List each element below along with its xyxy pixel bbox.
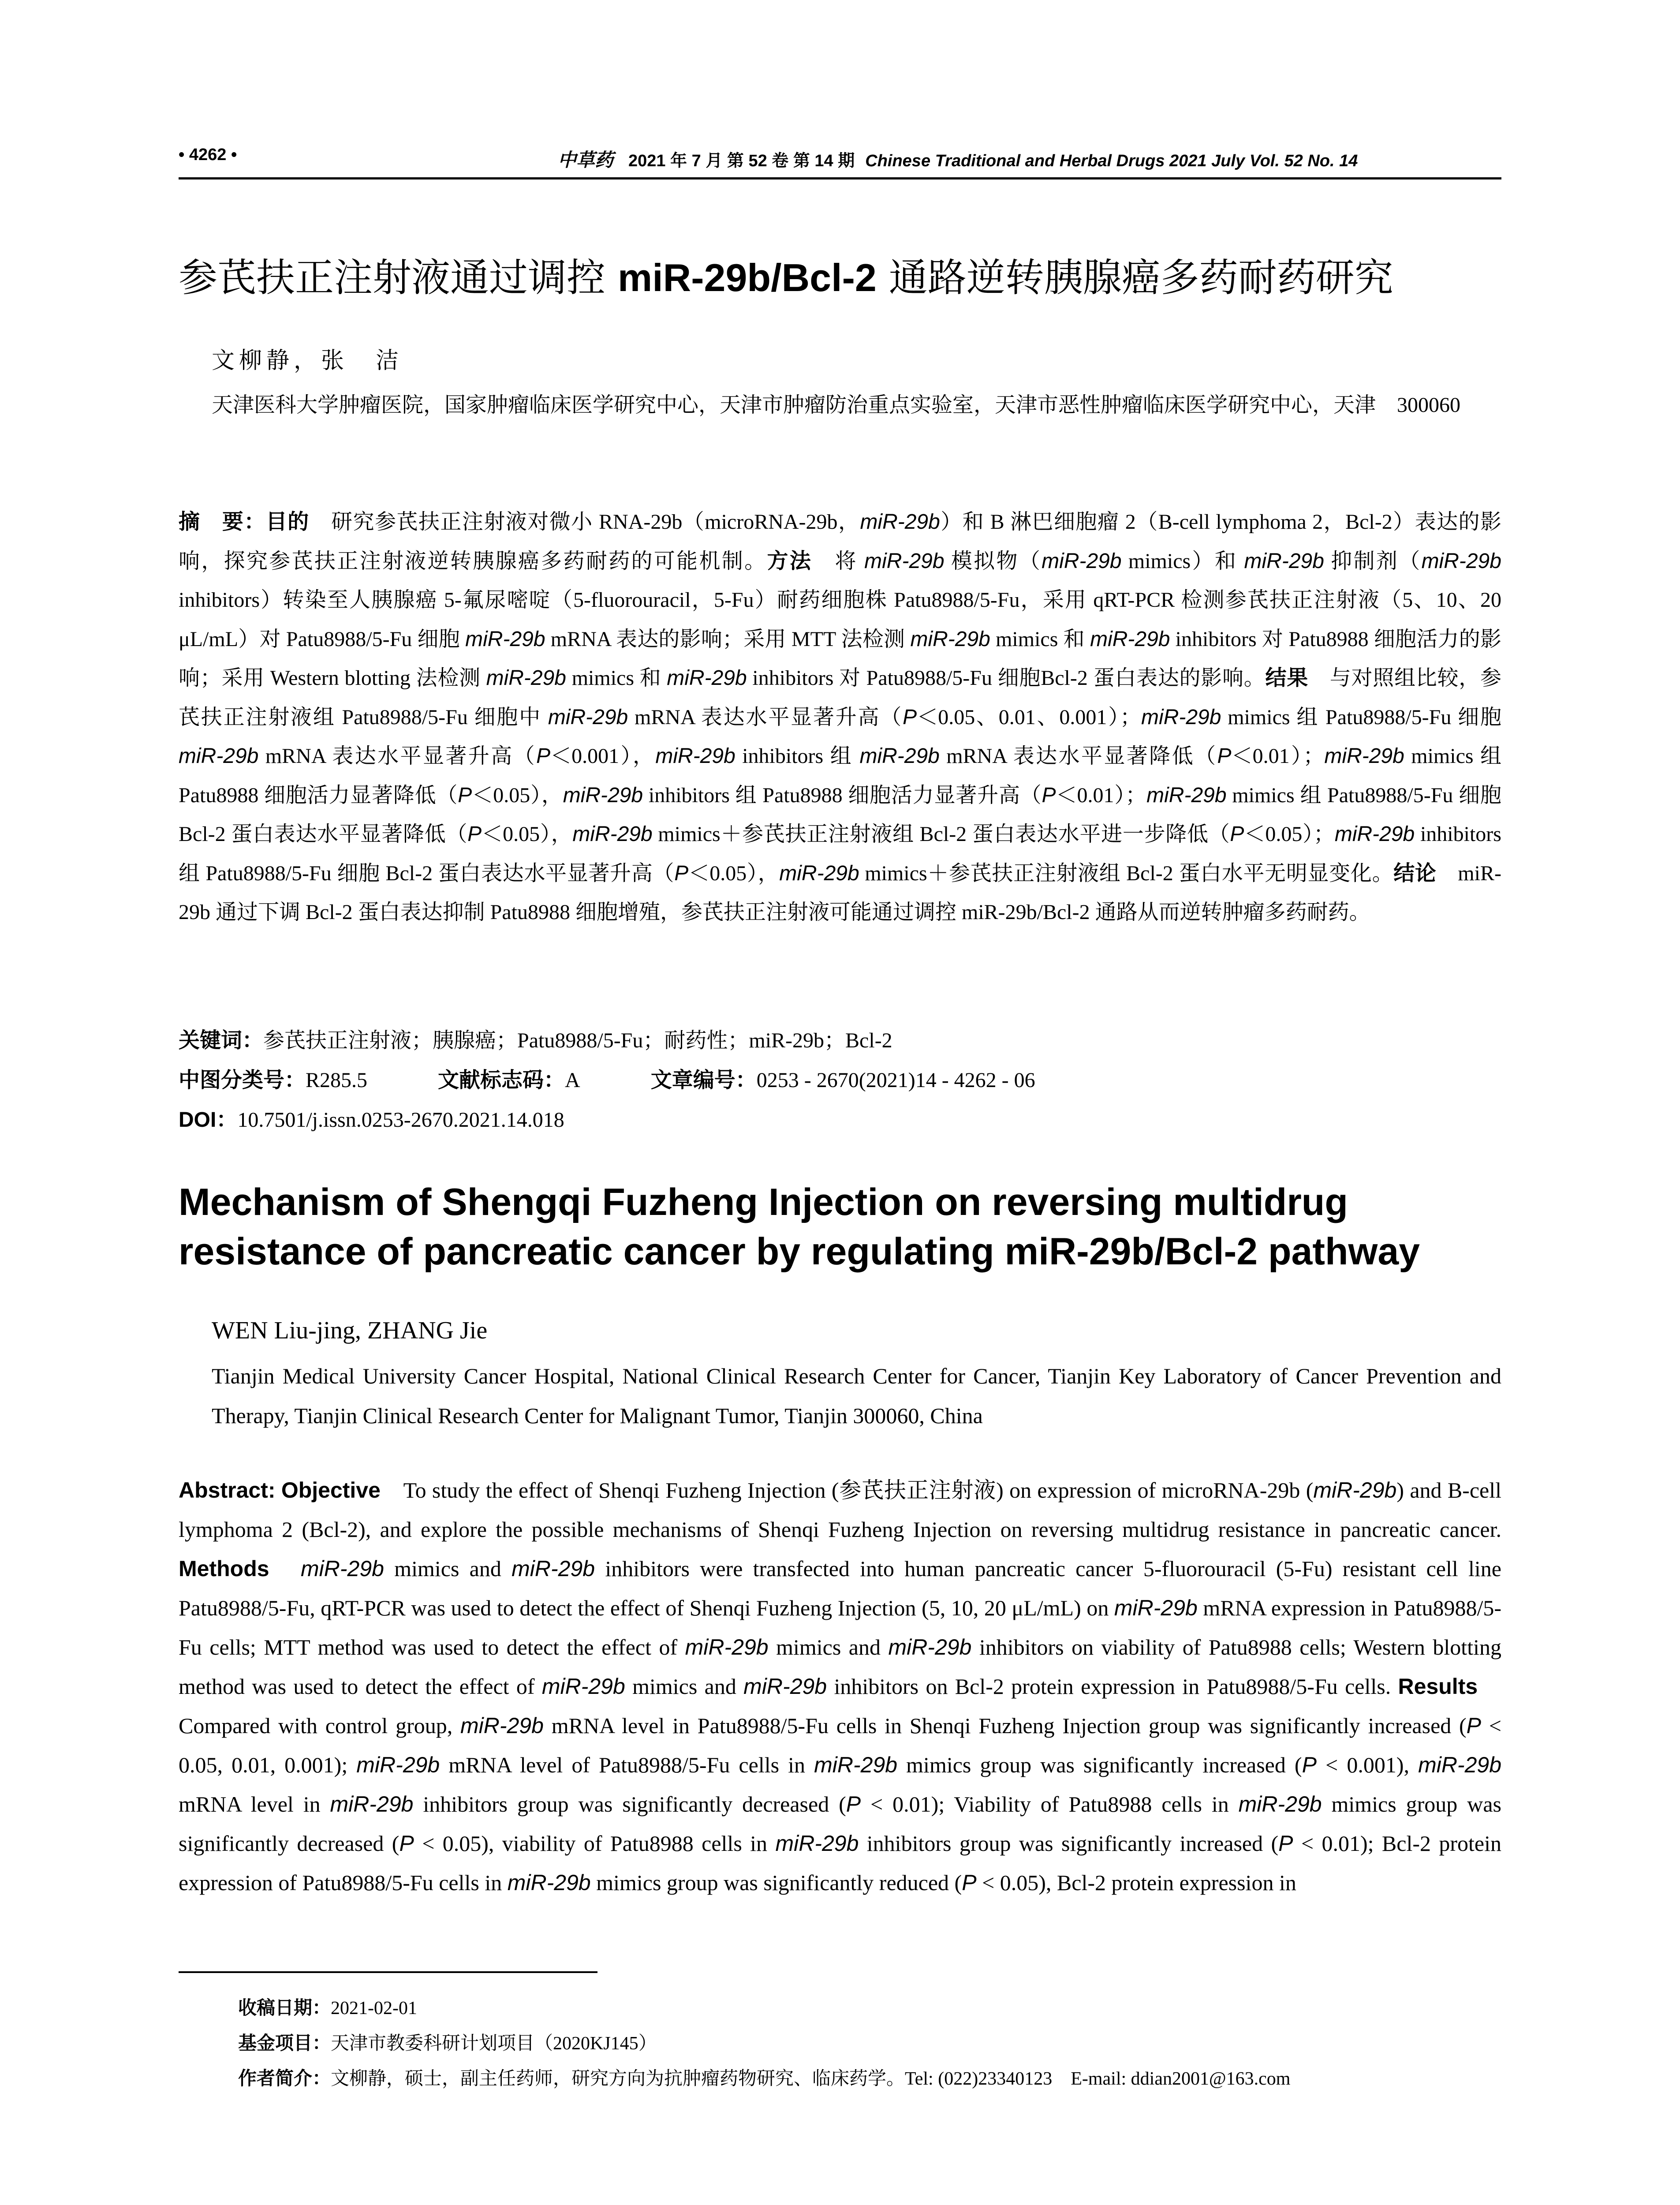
en-authors: WEN Liu-jing, ZHANG Jie	[212, 1317, 488, 1344]
footnote-fund: 基金项目：天津市教委科研计划项目（2020KJ145）	[238, 2033, 657, 2054]
journal-logo: 中草药	[558, 149, 614, 171]
page-number: • 4262 •	[179, 146, 237, 164]
cn-results-label: 结果	[1265, 666, 1309, 690]
cn-conclusion-label: 结论	[1393, 861, 1437, 885]
en-title: Mechanism of Shengqi Fuzheng Injection on reversing multidrug resistance of pancreatic cancer by regulating miR-29b/Bcl-2 pathway	[179, 1181, 1420, 1273]
running-header	[179, 146, 1501, 176]
footnote-rule	[179, 1971, 597, 1973]
journal-issue-line	[558, 146, 1358, 172]
header-rule	[179, 177, 1501, 179]
en-results-label: Results	[1398, 1674, 1478, 1699]
en-abstract: Abstract: Objective To study the effect of Shenqi Fuzheng Injection (参芪扶正注射液) on expression of microRNA-29b (miR-29b) and B-cell lymphoma 2 (Bcl-2), and explore the possible mechanisms of Shenqi Fuzheng Injection on reversing multidrug resistance in pancreatic cancer. Methods miR-29b mimics and miR-29b inhibitors were transfected into human pancreatic cancer 5-fluorouracil (5-Fu) resistant cell line Patu8988/5-Fu, qRT-PCR was used to detect the effect of Shenqi Fuzheng Injection (5, 10, 20 μL/mL) on miR-29b mRNA expression in Patu8988/5-Fu cells; MTT method was used to detect the effect of miR-29b mimics and miR-29b inhibitors on viability of Patu8988 cells; Western blotting method was used to detect the effect of miR-29b mimics and miR-29b inhibitors on Bcl-2 protein expression in Patu8988/5-Fu cells. Results Compared with control group, miR-29b mRNA level in Patu8988/5-Fu cells in Shenqi Fuzheng Injection group was significantly increased (P < 0.05, 0.01, 0.001); miR-29b mRNA level of Patu8988/5-Fu cells in miR-29b mimics group was significantly increased (P < 0.001), miR-29b mRNA level in miR-29b inhibitors group was significantly decreased (P < 0.01); Viability of Patu8988 cells in miR-29b mimics group was significantly decreased (P < 0.05), viability of Patu8988 cells in miR-29b inhibitors group was significantly increased (P < 0.01); Bcl-2 protein expression of Patu8988/5-Fu cells in miR-29b mimics group was significantly reduced (P < 0.05), Bcl-2 protein expression in	[179, 1478, 1502, 1895]
issue-cn: 2021 年 7 月 第 52 卷 第 14 期	[628, 152, 855, 170]
cn-objective-label: 目的	[265, 510, 310, 534]
cn-keywords: 关键词：参芪扶正注射液；胰腺癌；Patu8988/5-Fu；耐药性；miR-29b；Bcl-2	[179, 1029, 892, 1052]
footnote-author: 作者简介：文柳静，硕士，副主任药师，研究方向为抗肿瘤药物研究、临床药学。Tel: (022)23340123 E-mail: ddian2001@163.com	[238, 2068, 1291, 2089]
cn-classification: 中图分类号：R285.5 文献标志码：A 文章编号：0253 - 2670(2021)14 - 4262 - 06	[179, 1069, 1035, 1092]
en-abstract-label: Abstract:	[179, 1478, 276, 1502]
cn-title: 参芪扶正注射液通过调控 miR-29b/Bcl-2 通路逆转胰腺癌多药耐药研究	[179, 255, 1393, 300]
footnote-received: 收稿日期：2021-02-01	[238, 1997, 417, 2018]
cn-affiliation: 天津医科大学肿瘤医院，国家肿瘤临床医学研究中心，天津市肿瘤防治重点实验室，天津市恶性肿瘤临床医学研究中心，天津 300060	[212, 393, 1461, 417]
cn-authors: 文柳静，张 洁	[212, 348, 403, 374]
cn-abstract-label: 摘 要：	[179, 510, 266, 534]
issue-en: Chinese Traditional and Herbal Drugs 2021 July Vol. 52 No. 14	[865, 152, 1358, 170]
en-objective-label: Objective	[281, 1478, 381, 1502]
en-affiliation: Tianjin Medical University Cancer Hospital, National Clinical Research Center for Cancer, Tianjin Key Laboratory of Cancer Prevention and Therapy, Tianjin Clinical Research Center for Malignant Tumor, Tianjin 300060, China	[212, 1364, 1501, 1428]
en-methods-label: Methods	[179, 1556, 269, 1581]
cn-doi: DOI：10.7501/j.issn.0253-2670.2021.14.018	[179, 1108, 564, 1132]
cn-methods-label: 方法	[767, 549, 813, 573]
cn-abstract: 摘 要：目的 研究参芪扶正注射液对微小 RNA-29b（microRNA-29b，miR-29b）和 B 淋巴细胞瘤 2（B-cell lymphoma 2，Bcl-2）表达的影响，探究参芪扶正注射液逆转胰腺癌多药耐药的可能机制。方法 将 miR-29b 模拟物（miR-29b mimics）和 miR-29b 抑制剂（miR-29b inhibitors）转染至人胰腺癌 5-氟尿嘧啶（5-fluorouracil，5-Fu）耐药细胞株 Patu8988/5-Fu，采用 qRT-PCR 检测参芪扶正注射液（5、10、20 μL/mL）对 Patu8988/5-Fu 细胞 miR-29b mRNA 表达的影响；采用 MTT 法检测 miR-29b mimics 和 miR-29b inhibitors 对 Patu8988 细胞活力的影响；采用 Western blotting 法检测 miR-29b mimics 和 miR-29b inhibitors 对 Patu8988/5-Fu 细胞Bcl-2 蛋白表达的影响。结果 与对照组比较，参芪扶正注射液组 Patu8988/5-Fu 细胞中 miR-29b mRNA 表达水平显著升高（P＜0.05、0.01、0.001）；miR-29b mimics 组 Patu8988/5-Fu 细胞 miR-29b mRNA 表达水平显著升高（P＜0.001），miR-29b inhibitors 组 miR-29b mRNA 表达水平显著降低（P＜0.01）；miR-29b mimics 组 Patu8988 细胞活力显著降低（P＜0.05），miR-29b inhibitors 组 Patu8988 细胞活力显著升高（P＜0.01）；miR-29b mimics 组 Patu8988/5-Fu 细胞 Bcl-2 蛋白表达水平显著降低（P＜0.05），miR-29b mimics＋参芪扶正注射液组 Bcl-2 蛋白表达水平进一步降低（P＜0.05）；miR-29b inhibitors 组 Patu8988/5-Fu 细胞 Bcl-2 蛋白表达水平显著升高（P＜0.05），miR-29b mimics＋参芪扶正注射液组 Bcl-2 蛋白水平无明显变化。结论 miR-29b 通过下调 Bcl-2 蛋白表达抑制 Patu8988 细胞增殖，参芪扶正注射液可能通过调控 miR-29b/Bcl-2 通路从而逆转肿瘤多药耐药。	[179, 510, 1501, 924]
